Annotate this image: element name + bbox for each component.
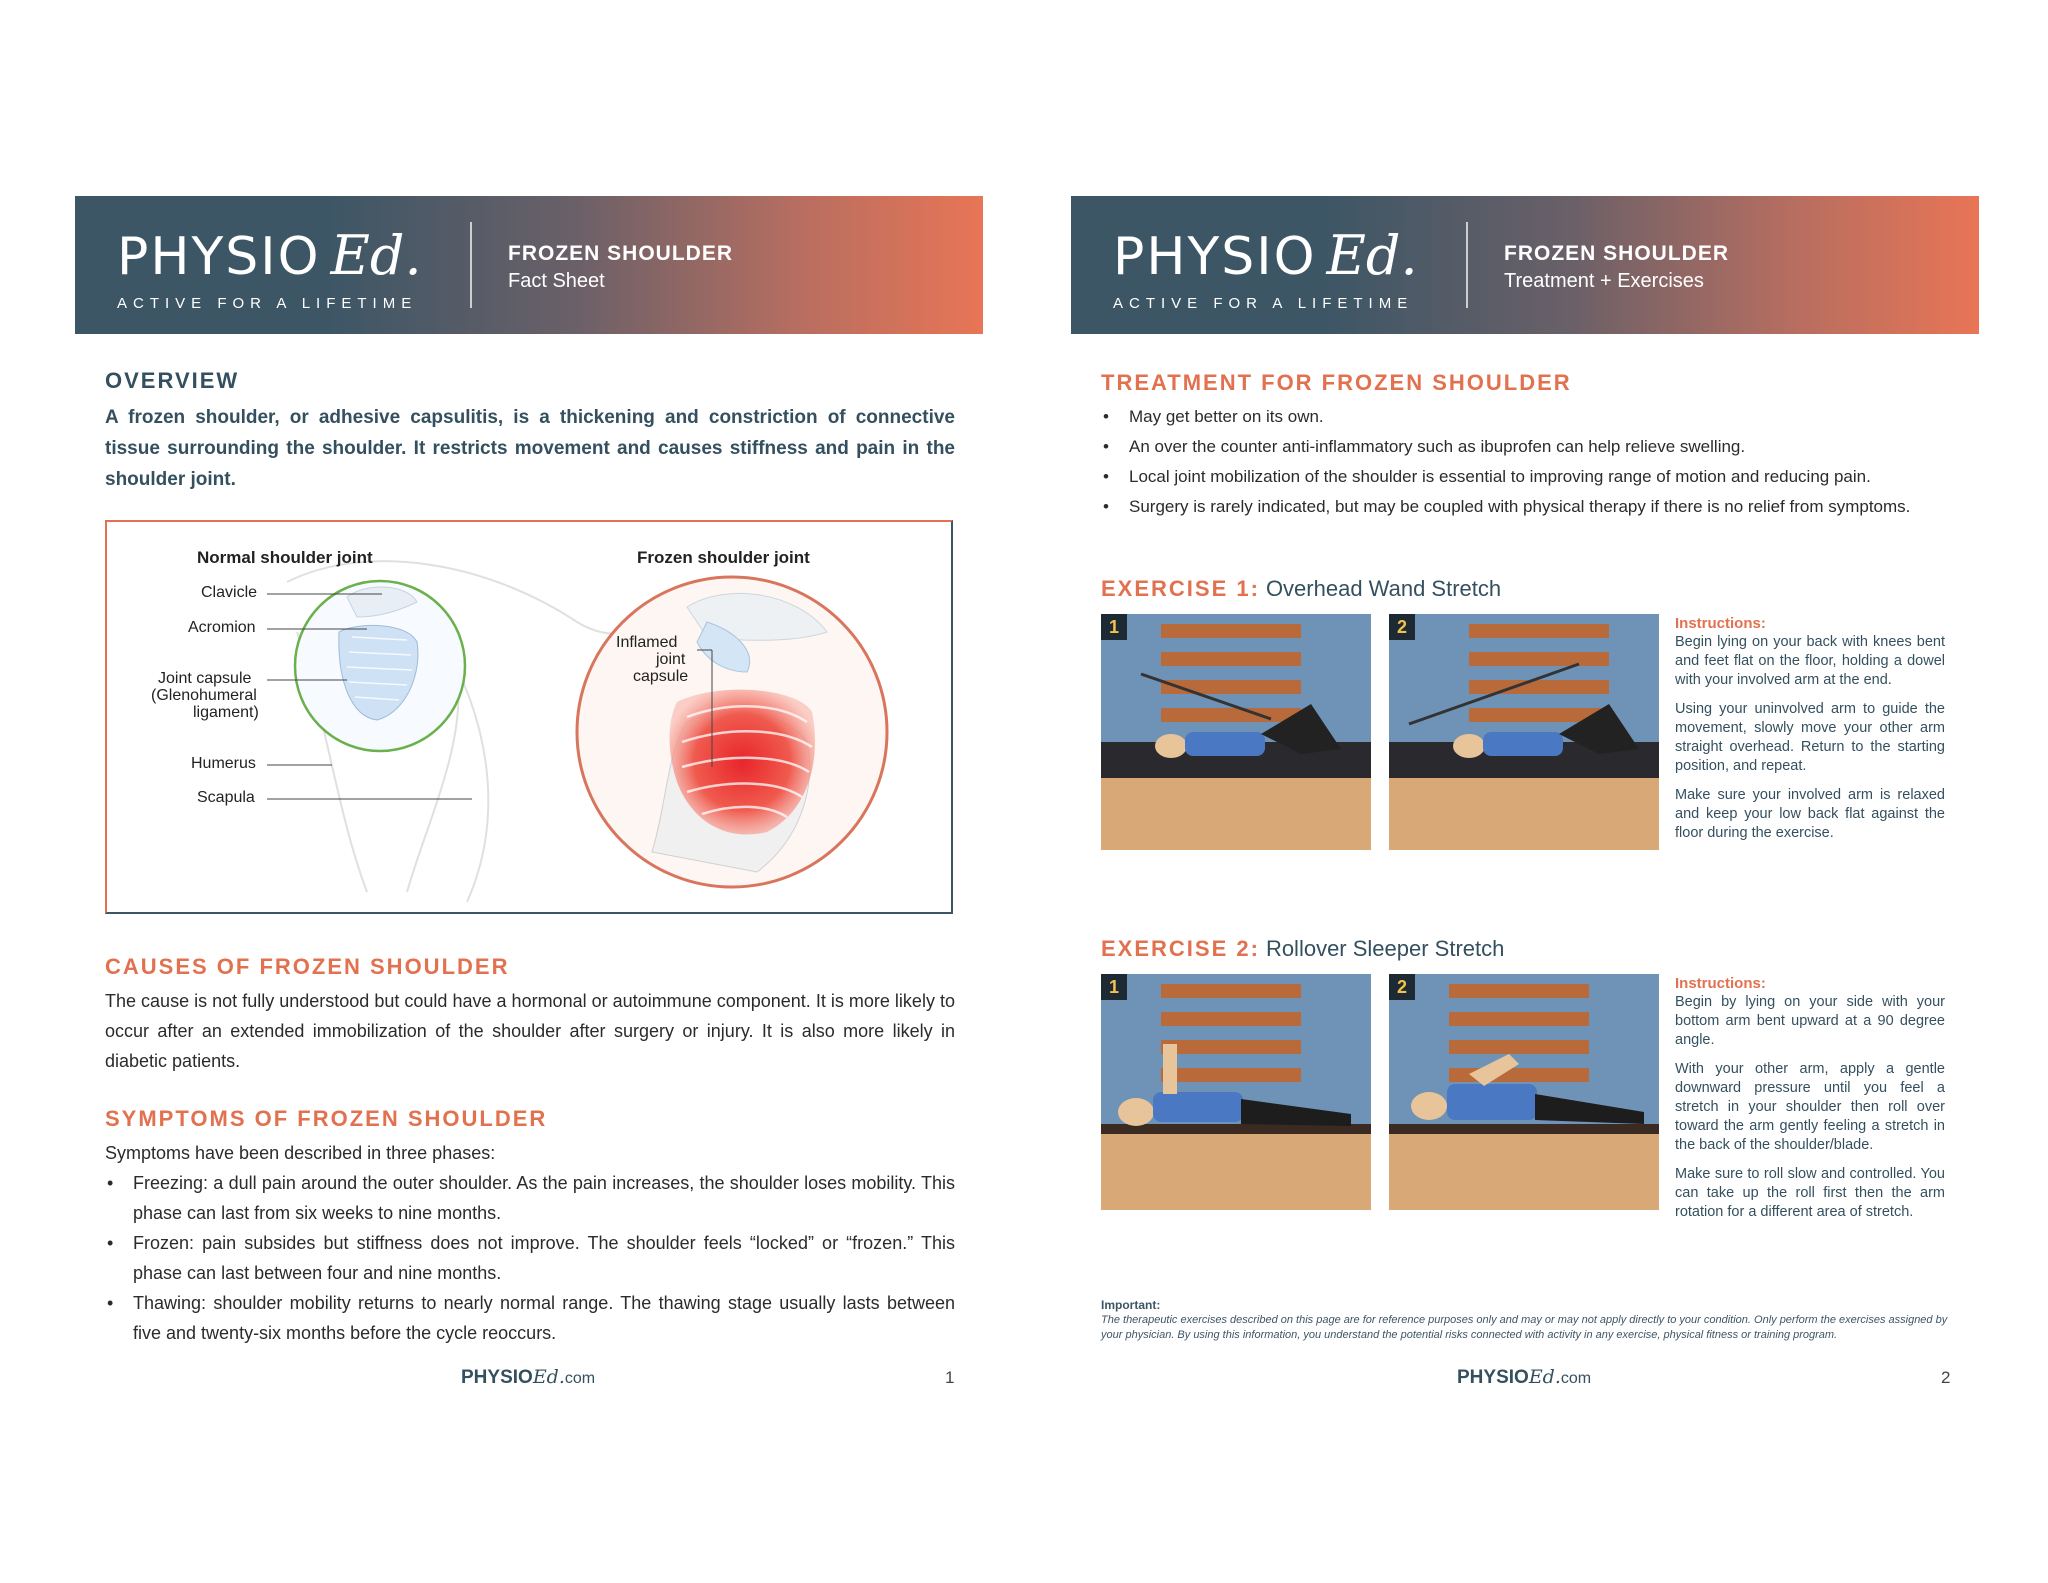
- instructions-heading: Instructions:: [1675, 615, 1766, 632]
- brand-script: Ed.: [330, 224, 422, 287]
- label-inflamed-1: Inflamed: [616, 634, 678, 651]
- list-item: • May get better on its own.: [1103, 407, 1324, 426]
- banner-subtitle: Fact Sheet: [508, 270, 605, 292]
- overview-text: A frozen shoulder, or adhesive capsulitis, is a thickening and constriction of connective tissue surrounding the shoulder. It restricts movement and causes stiffness and pain in the shoulder joint.: [105, 407, 955, 490]
- banner-title: FROZEN SHOULDER: [508, 242, 733, 265]
- list-item: • Thawing: shoulder mobility returns to nearly normal range. The thawing stage usually lasts between five and twenty-six months before the cycle reoccurs.: [107, 1293, 955, 1343]
- exercise-1-photo-1: [1101, 614, 1371, 850]
- exercise-1-photo-2: [1389, 614, 1659, 850]
- shoulder-diagram: [105, 520, 953, 914]
- label-acromion: Acromion: [188, 619, 256, 636]
- banner-title: FROZEN SHOULDER: [1504, 242, 1729, 265]
- instructions-heading: Instructions:: [1675, 975, 1766, 992]
- exercise-1-title: EXERCISE 1: Overhead Wand Stretch: [1101, 576, 1502, 601]
- label-joint-capsule: Joint capsule: [158, 670, 252, 687]
- banner-subtitle: Treatment + Exercises: [1504, 270, 1704, 292]
- important-disclaimer: [1101, 1298, 1951, 1343]
- page-number: 2: [1941, 1368, 1951, 1387]
- banner-divider: [470, 222, 472, 308]
- brand-logo: [117, 224, 422, 312]
- overview-heading: OVERVIEW: [105, 368, 240, 393]
- page-1: [75, 196, 983, 1396]
- treatment-list: [1101, 402, 1951, 522]
- normal-joint-title: Normal shoulder joint: [197, 548, 373, 567]
- exercise-photo-image: [1101, 974, 1371, 1210]
- instruction-step: Using your uninvolved arm to guide the movement, slowly move your other arm straight overhead. Return to the starting position, and repeat.: [1675, 701, 1945, 774]
- brand-word: PHYSIO: [1113, 227, 1317, 287]
- exercise-2-instructions: [1675, 974, 1945, 1232]
- photo-number: 2: [1389, 614, 1415, 640]
- label-ligament: ligament): [193, 704, 259, 721]
- brand-logo: [1113, 224, 1418, 312]
- instruction-step: With your other arm, apply a gentle downward pressure until you feel a stretch in your shoulder then roll over toward the arm gently feeling a stretch in the back of the shoulder/blade.: [1675, 1061, 1945, 1153]
- footer-logo: PHYSIOEd.com: [1457, 1366, 1592, 1388]
- important-heading: Important:: [1101, 1298, 1161, 1312]
- photo-number: 2: [1389, 974, 1415, 1000]
- brand-script: Ed.: [1326, 224, 1418, 287]
- instruction-step: Begin lying on your back with knees bent and feet flat on the floor, holding a dowel with your involved arm at the end.: [1675, 634, 1945, 688]
- brand-tagline: ACTIVE FOR A LIFETIME: [1113, 295, 1414, 312]
- symptoms-list: [105, 1168, 955, 1348]
- causes-heading: CAUSES OF FROZEN SHOULDER: [105, 954, 510, 979]
- brand-tagline: ACTIVE FOR A LIFETIME: [117, 295, 418, 312]
- instruction-step: Begin by lying on your side with your bottom arm bent upward at a 90 degree angle.: [1675, 994, 1945, 1048]
- exercise-photo-image: [1101, 614, 1371, 850]
- photo-number: 1: [1101, 974, 1127, 1000]
- list-item: • Local joint mobilization of the shoulder is essential to improving range of motion and reducing pain.: [1103, 467, 1871, 486]
- important-text: The therapeutic exercises described on this page are for reference purposes only and may or may not apply directly to your condition. Only perform the exercises assigned by your physician. By using this information, you understand the potential risks connected with activity in any exercise, physical fitness or training program.: [1101, 1314, 1948, 1341]
- causes-text: The cause is not fully understood but could have a hormonal or autoimmune component. It is more likely to occur after an extended immobilization of the shoulder after surgery or injury. It is also more likely in diabetic patients.: [105, 991, 955, 1071]
- label-scapula: Scapula: [197, 789, 255, 806]
- footer-logo: PHYSIOEd.com: [461, 1366, 596, 1388]
- list-item: • An over the counter anti-inflammatory such as ibuprofen can help relieve swelling.: [1103, 437, 1746, 456]
- header-banner: [1071, 196, 1979, 334]
- frozen-joint-title: Frozen shoulder joint: [637, 548, 810, 567]
- brand-word: PHYSIO: [117, 227, 321, 287]
- label-humerus: Humerus: [191, 755, 256, 772]
- label-inflamed-3: capsule: [633, 668, 689, 685]
- label-clavicle: Clavicle: [201, 584, 258, 601]
- exercise-2-photo-1: [1101, 974, 1371, 1210]
- label-inflamed-2: joint: [656, 651, 686, 668]
- page-number: 1: [945, 1368, 955, 1387]
- instruction-step: Make sure to roll slow and controlled. You can take up the roll first then the arm rotation for a different area of stretch.: [1675, 1166, 1945, 1220]
- symptoms-intro: Symptoms have been described in three phases:: [105, 1143, 496, 1163]
- banner-divider: [1466, 222, 1468, 308]
- exercise-2-photo-2: [1389, 974, 1659, 1210]
- exercise-photo-image: [1389, 614, 1659, 850]
- exercise-2-title: EXERCISE 2: Rollover Sleeper Stretch: [1101, 936, 1505, 961]
- photo-number: 1: [1101, 614, 1127, 640]
- list-item: • Freezing: a dull pain around the outer shoulder. As the pain increases, the shoulder loses mobility. This phase can last from six weeks to nine months.: [107, 1173, 955, 1223]
- list-item: • Surgery is rarely indicated, but may be coupled with physical therapy if there is no relief from symptoms.: [1103, 497, 1911, 516]
- symptoms-heading: SYMPTOMS OF FROZEN SHOULDER: [105, 1106, 548, 1131]
- page-2: [1071, 196, 1979, 1396]
- list-item: • Frozen: pain subsides but stiffness does not improve. The shoulder feels “locked” or “frozen.” This phase can last between four and nine months.: [107, 1233, 955, 1283]
- treatment-heading: TREATMENT FOR FROZEN SHOULDER: [1101, 370, 1572, 395]
- header-banner: [75, 196, 983, 334]
- exercise-photo-image: [1389, 974, 1659, 1210]
- exercise-1-instructions: [1675, 614, 1945, 853]
- instruction-step: Make sure your involved arm is relaxed and keep your low back flat against the floor during the exercise.: [1675, 787, 1945, 841]
- label-glenohumeral: (Glenohumeral: [151, 687, 257, 704]
